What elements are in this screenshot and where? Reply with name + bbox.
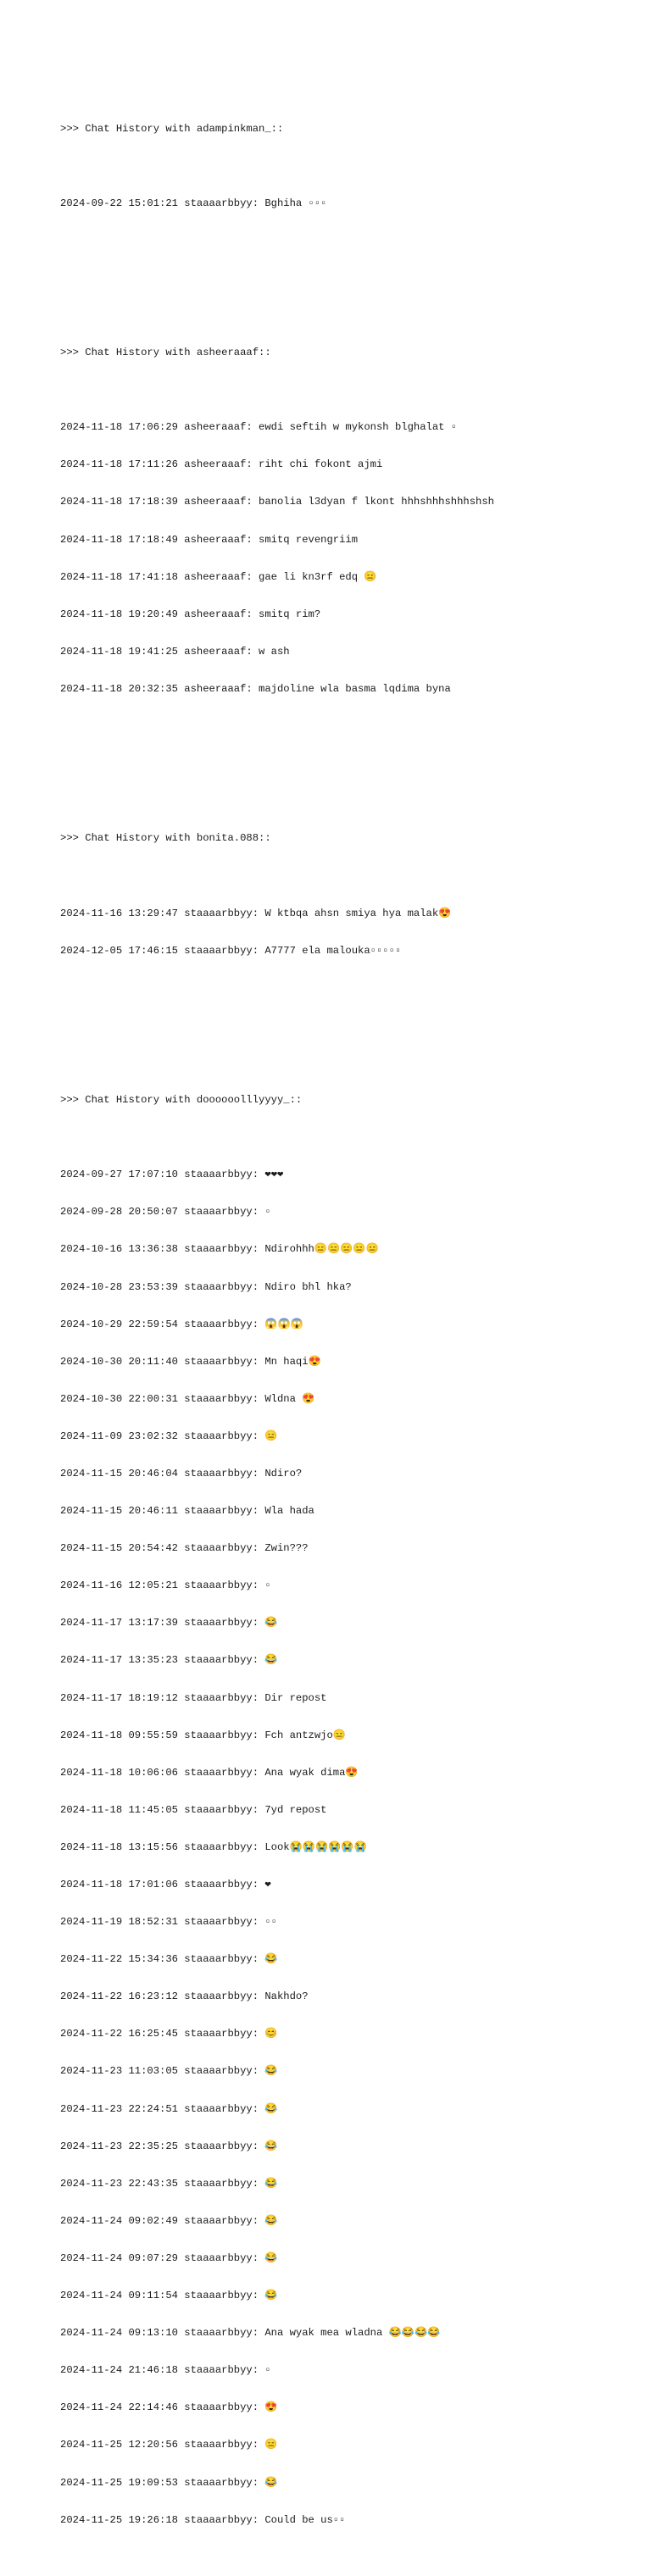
section-header: >>> Chat History with doooooolllyyyy_:: <box>60 1094 303 1107</box>
chat-line: 2024-09-22 15:01:21 staaaarbbyy: Bghiha ▫▫▫ <box>60 197 327 209</box>
chat-line: 2024-11-18 09:55:59 staaaarbbyy: Fch antzwjo😑 <box>60 1729 346 1741</box>
spacer <box>60 272 637 285</box>
chat-line: 2024-11-24 21:46:18 staaaarbbyy: ▫ <box>60 2364 271 2377</box>
section-header: >>> Chat History with bonita.088:: <box>60 832 271 845</box>
chat-line: 2024-11-18 17:18:49 asheeraaaf: smitq revengriim <box>60 533 359 546</box>
chat-line: 2024-11-24 09:02:49 staaaarbbyy: 😂 <box>60 2214 278 2227</box>
chat-line: 2024-11-18 17:18:39 asheeraaaf: banolia l3dyan f lkont hhhshhhshhhshsh <box>60 496 494 508</box>
chat-line: 2024-11-16 12:05:21 staaaarbbyy: ▫ <box>60 1579 271 1592</box>
chat-line: 2024-11-23 22:35:25 staaaarbbyy: 😂 <box>60 2140 278 2152</box>
chat-line: 2024-09-28 20:50:07 staaaarbbyy: ▫ <box>60 1206 271 1219</box>
section-header: >>> Chat History with adampinkman_:: <box>60 122 284 135</box>
section-header: >>> Chat History with asheeraaaf:: <box>60 347 271 359</box>
section-dooooolllyyyy <box>60 1069 637 2551</box>
chat-line: 2024-11-17 13:17:39 staaaarbbyy: 😂 <box>60 1617 278 1629</box>
chat-line: 2024-11-24 22:14:46 staaaarbbyy: 😍 <box>60 2401 278 2414</box>
chat-line: 2024-11-17 18:19:12 staaaarbbyy: Dir repost <box>60 1691 327 1704</box>
chat-line: 2024-11-18 19:41:25 asheeraaaf: w ash <box>60 645 290 658</box>
spacer <box>60 1019 637 1032</box>
chat-line: 2024-11-18 17:11:26 asheeraaaf: riht chi fokont ajmi <box>60 458 383 471</box>
chat-line: 2024-11-25 19:09:53 staaaarbbyy: 😂 <box>60 2476 278 2489</box>
section-bonita <box>60 808 637 982</box>
chat-line: 2024-11-25 12:20:56 staaaarbbyy: 😑 <box>60 2439 278 2451</box>
chat-line: 2024-11-17 13:35:23 staaaarbbyy: 😂 <box>60 1654 278 1667</box>
chat-history-document <box>60 60 637 2576</box>
chat-line: 2024-10-30 22:00:31 staaaarbbyy: Wldna 😍 <box>60 1392 315 1405</box>
chat-line: 2024-12-05 17:46:15 staaaarbbyy: A7777 ela malouka▫▫▫▫▫ <box>60 944 402 957</box>
chat-line: 2024-11-22 16:25:45 staaaarbbyy: 😊 <box>60 2028 278 2040</box>
spacer <box>60 869 637 882</box>
chat-line: 2024-11-09 23:02:32 staaaarbbyy: 😑 <box>60 1430 278 1442</box>
chat-line: 2024-11-24 09:13:10 staaaarbbyy: Ana wyak mea wladna 😂😂😂😂 <box>60 2327 441 2340</box>
chat-line: 2024-10-16 13:36:38 staaaarbbyy: Ndirohhh😑😑😑😑😑 <box>60 1243 379 1256</box>
chat-line: 2024-10-30 20:11:40 staaaarbbyy: Mn haqi😍 <box>60 1355 321 1368</box>
chat-line: 2024-11-18 19:20:49 asheeraaaf: smitq rim? <box>60 608 321 620</box>
chat-line: 2024-11-23 22:24:51 staaaarbbyy: 😂 <box>60 2102 278 2115</box>
chat-line: 2024-11-15 20:46:11 staaaarbbyy: Wla hada <box>60 1505 314 1518</box>
chat-line: 2024-11-18 20:32:35 asheeraaaf: majdoline wla basma lqdima byna <box>60 682 451 695</box>
chat-line: 2024-10-28 23:53:39 staaaarbbyy: Ndiro bhl hka? <box>60 1280 352 1293</box>
chat-line: 2024-11-19 18:52:31 staaaarbbyy: ▫▫ <box>60 1916 277 1929</box>
chat-line: 2024-11-24 09:11:54 staaaarbbyy: 😂 <box>60 2290 278 2302</box>
spacer <box>60 384 637 397</box>
chat-line: 2024-11-22 15:34:36 staaaarbbyy: 😂 <box>60 1953 278 1966</box>
chat-line: 2024-11-22 16:23:12 staaaarbbyy: Nakhdo? <box>60 1990 309 2003</box>
spacer <box>60 1131 637 1144</box>
chat-line: 2024-11-15 20:54:42 staaaarbbyy: Zwin??? <box>60 1542 309 1555</box>
chat-line: 2024-11-15 20:46:04 staaaarbbyy: Ndiro? <box>60 1467 303 1480</box>
spacer <box>60 160 637 173</box>
chat-line: 2024-11-25 19:26:18 staaaarbbyy: Could be us▫▫ <box>60 2513 346 2526</box>
section-adampinkman <box>60 97 637 235</box>
chat-line: 2024-11-23 11:03:05 staaaarbbyy: 😂 <box>60 2065 278 2078</box>
section-asheeraaaf <box>60 322 637 720</box>
chat-line: 2024-11-16 13:29:47 staaaarbbyy: W ktbqa ahsn smiya hya malak😍 <box>60 907 452 919</box>
chat-line: 2024-11-18 17:41:18 asheeraaaf: gae li kn3rf edq 😑 <box>60 570 377 583</box>
chat-line: 2024-10-29 22:59:54 staaaarbbyy: 😱😱😱 <box>60 1318 303 1330</box>
chat-line: 2024-11-18 10:06:06 staaaarbbyy: Ana wyak dima😍 <box>60 1766 359 1779</box>
chat-line: 2024-09-27 17:07:10 staaaarbbyy: ❤❤❤ <box>60 1169 284 1181</box>
chat-line: 2024-11-18 17:06:29 asheeraaaf: ewdi seftih w mykonsh blghalat ▫ <box>60 421 458 434</box>
chat-line: 2024-11-18 11:45:05 staaaarbbyy: 7yd repost <box>60 1803 327 1816</box>
spacer <box>60 758 637 770</box>
chat-line: 2024-11-18 17:01:06 staaaarbbyy: ❤ <box>60 1879 271 1891</box>
chat-line: 2024-11-23 22:43:35 staaaarbbyy: 😂 <box>60 2177 278 2190</box>
chat-line: 2024-11-18 13:15:56 staaaarbbyy: Look😭😭😭😭😭😭 <box>60 1840 367 1853</box>
chat-line: 2024-11-24 09:07:29 staaaarbbyy: 😂 <box>60 2251 278 2264</box>
